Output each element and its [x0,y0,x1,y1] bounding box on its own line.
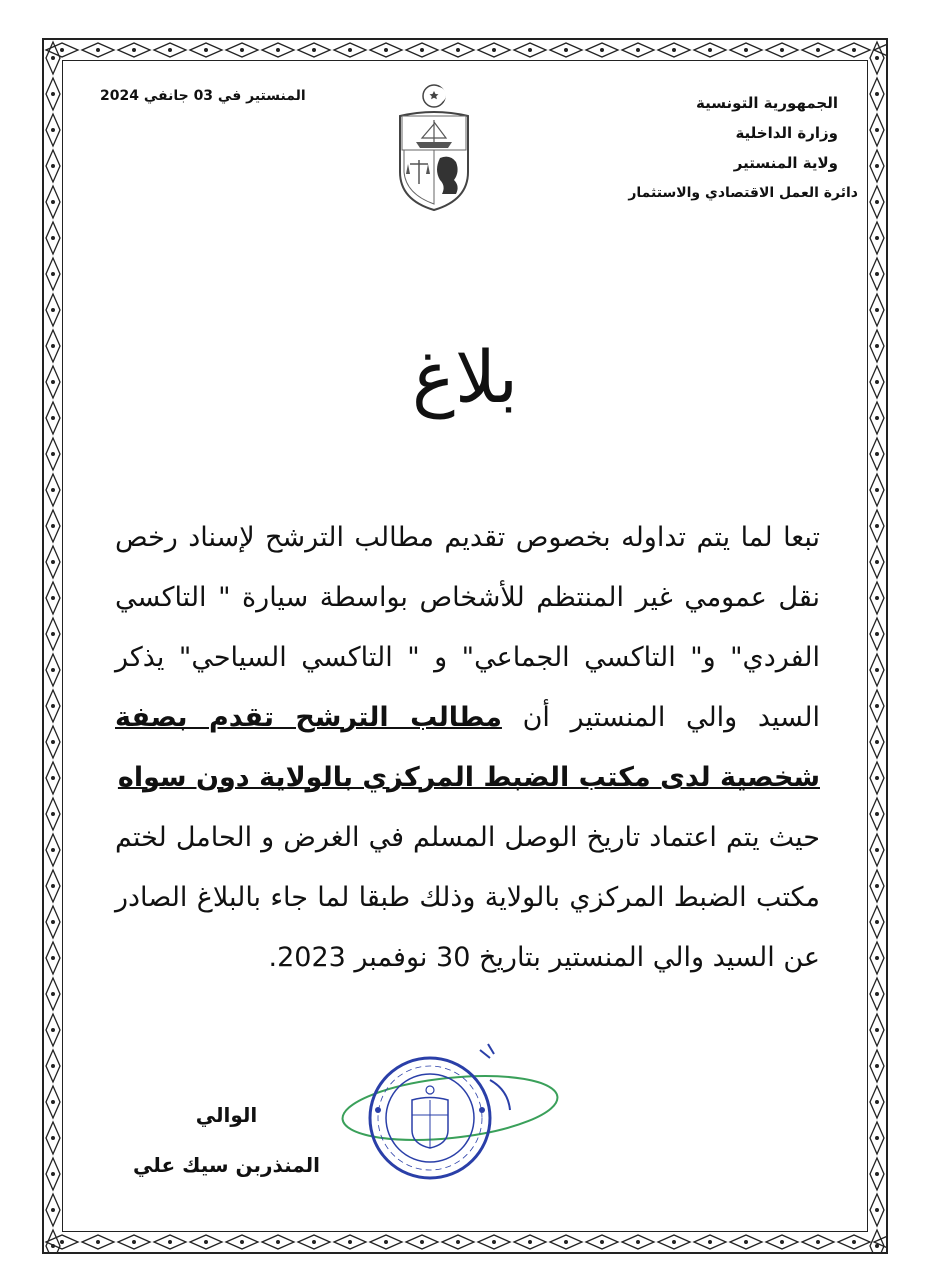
signatory-role: الوالي [195,1103,258,1127]
border-pattern-top [44,40,886,60]
ministry-name: وزارة الداخلية [735,124,838,142]
announcement-body [115,508,820,988]
border-pattern-right [868,40,886,1252]
governorate-name: ولاية المنستير [733,154,838,172]
signature-block [133,1090,320,1190]
official-stamp [330,1040,560,1190]
coat-of-arms-icon [394,82,474,214]
border-pattern-bottom [44,1232,886,1252]
body-paragraph [115,508,820,808]
body-paragraph-2: حيث يتم اعتماد تاريخ الوصل المسلم في الغرض و الحامل لختم مكتب الضبط المركزي بالولاية وذلك طبقا لما جاء بالبلاغ الصادر عن السيد والي المنستير بتاريخ 30 نوفمبر 2023. [115,822,820,973]
signatory-name: المنذربن سيك علي [133,1153,320,1177]
place-date: المنستير في 03 جانفي 2024 [100,88,306,104]
document-title: بلاغ [412,335,518,419]
country-name: الجمهورية التونسية [696,94,838,112]
department-name: دائرة العمل الاقتصادي والاستثمار [628,185,858,201]
body-intro-text: تبعا لما يتم تداوله بخصوص تقديم مطالب الترشح لإسناد رخص نقل عمومي غير المنتظم للأشخاص بواسطة سيارة " التاكسي الفردي" و" التاكسي الجماعي" و " التاكسي السياحي" يذكر السيد والي المنستير أن [115,522,820,733]
border-pattern-left [44,40,62,1252]
letterhead-institution [538,88,858,208]
body-emphasis-text: مطالب الترشح تقدم بصفة شخصية لدى مكتب الضبط المركزي بالولاية دون سواه [115,702,820,793]
